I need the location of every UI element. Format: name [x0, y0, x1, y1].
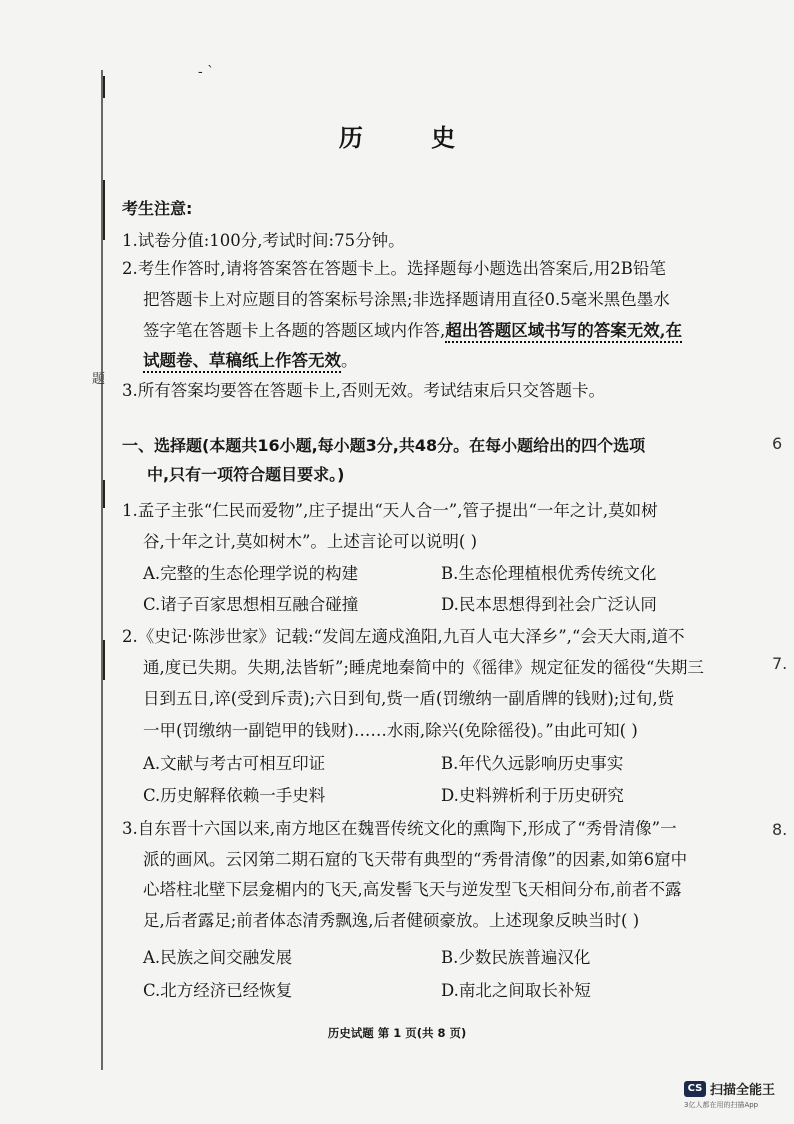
- question-3-option-a: A.民族之间交融发展: [143, 948, 293, 967]
- question-2-line-4: 一甲(罚缴纳一副铠甲的钱财)……水雨,除兴(免除徭役)。”由此可知( ): [143, 721, 638, 740]
- stray-mark: - ˋ: [198, 64, 215, 80]
- page-footer: 历史试题 第 1 页(共 8 页): [327, 1026, 467, 1040]
- question-2-option-d: D.史料辨析利于历史研究: [441, 786, 624, 805]
- question-1-line-2: 谷,十年之计,莫如树木”。上述言论可以说明( ): [143, 532, 478, 551]
- question-2-line-2: 通,度已失期。失期,法皆斩”;睡虎地秦简中的《徭律》规定征发的徭役“失期三: [143, 658, 704, 677]
- scanner-tagline: 3亿人都在用的扫描App: [684, 1101, 759, 1109]
- notice-item-3: 3.所有答案均要答在答题卡上,否则无效。考试结束后只交答题卡。: [122, 381, 605, 400]
- notice-item-2-line-1: 2.考生作答时,请将答案答在答题卡上。选择题每小题选出答案后,用2B铅笔: [122, 259, 666, 278]
- question-1-option-b: B.生态伦理植根优秀传统文化: [441, 564, 657, 583]
- question-2-option-c: C.历史解释依赖一手史料: [143, 786, 326, 805]
- notice-item-2-line-2: 把答题卡上对应题目的答案标号涂黑;非选择题请用直径0.5毫米黑色墨水: [143, 290, 670, 309]
- binding-dash: [103, 180, 105, 240]
- binding-margin-char: 题: [92, 372, 106, 387]
- scanner-app-name: 扫描全能王: [710, 1083, 776, 1098]
- question-3-option-c: C.北方经济已经恢复: [143, 981, 293, 1000]
- page-title: 历 史: [338, 123, 486, 152]
- notice-emphasis: 试题卷、草稿纸上作答无效: [143, 351, 341, 373]
- question-2-line-3: 日到五日,谇(受到斥责);六日到旬,赀一盾(罚缴纳一副盾牌的钱财);过旬,赀: [143, 689, 675, 708]
- section-heading-line-1: 一、选择题(本题共16小题,每小题3分,共48分。在每小题给出的四个选项: [122, 436, 646, 455]
- edge-question-number: 7.: [772, 654, 788, 673]
- notice-period: 。: [341, 351, 358, 370]
- notice-emphasis: 超出答题区域书写的答案无效,在: [445, 321, 682, 343]
- question-1-line-1: 1.孟子主张“仁民而爱物”,庄子提出“天人合一”,管子提出“一年之计,莫如树: [122, 501, 658, 520]
- question-1-option-d: D.民本思想得到社会广泛认同: [441, 595, 657, 614]
- question-1-option-a: A.完整的生态伦理学说的构建: [143, 564, 359, 583]
- binding-dash: [103, 640, 105, 680]
- binding-dash: [103, 76, 105, 98]
- notice-item-1: 1.试卷分值:100分,考试时间:75分钟。: [122, 231, 405, 250]
- question-3-line-4: 足,后者露足;前者体态清秀飘逸,后者健硕豪放。上述现象反映当时( ): [143, 911, 640, 930]
- section-heading-line-2: 中,只有一项符合题目要求。): [147, 465, 345, 484]
- notice-item-2-line-3-plain: 签字笔在答题卡上各题的答题区域内作答,: [143, 321, 446, 340]
- question-3-line-2: 派的画风。云冈第二期石窟的飞天带有典型的“秀骨清像”的因素,如第6窟中: [143, 850, 688, 869]
- camscanner-logo-icon: CS: [684, 1081, 706, 1097]
- binding-dash: [103, 480, 105, 508]
- edge-question-number: 8.: [772, 820, 788, 839]
- edge-question-number: 6: [772, 434, 783, 453]
- question-3-line-1: 3.自东晋十六国以来,南方地区在魏晋传统文化的熏陶下,形成了“秀骨清像”一: [122, 819, 677, 838]
- notice-item-2-line-3: [143, 317, 682, 341]
- question-1-option-c: C.诸子百家思想相互融合碰撞: [143, 595, 359, 614]
- question-2-option-a: A.文献与考古可相互印证: [143, 754, 326, 773]
- question-3-option-b: B.少数民族普遍汉化: [441, 948, 591, 967]
- question-3-option-d: D.南北之间取长补短: [441, 981, 591, 1000]
- scanner-watermark: [684, 1079, 775, 1098]
- question-2-option-b: B.年代久远影响历史事实: [441, 754, 624, 773]
- notice-heading: 考生注意:: [122, 199, 193, 218]
- question-3-line-3: 心塔柱北壁下层龛楣内的飞天,高发髻飞天与逆发型飞天相间分布,前者不露: [143, 880, 682, 899]
- question-2-line-1: 2.《史记·陈涉世家》记载:“发闾左適戍渔阳,九百人屯大泽乡”,“会天大雨,道不: [122, 627, 685, 646]
- notice-item-2-line-4: [143, 347, 358, 371]
